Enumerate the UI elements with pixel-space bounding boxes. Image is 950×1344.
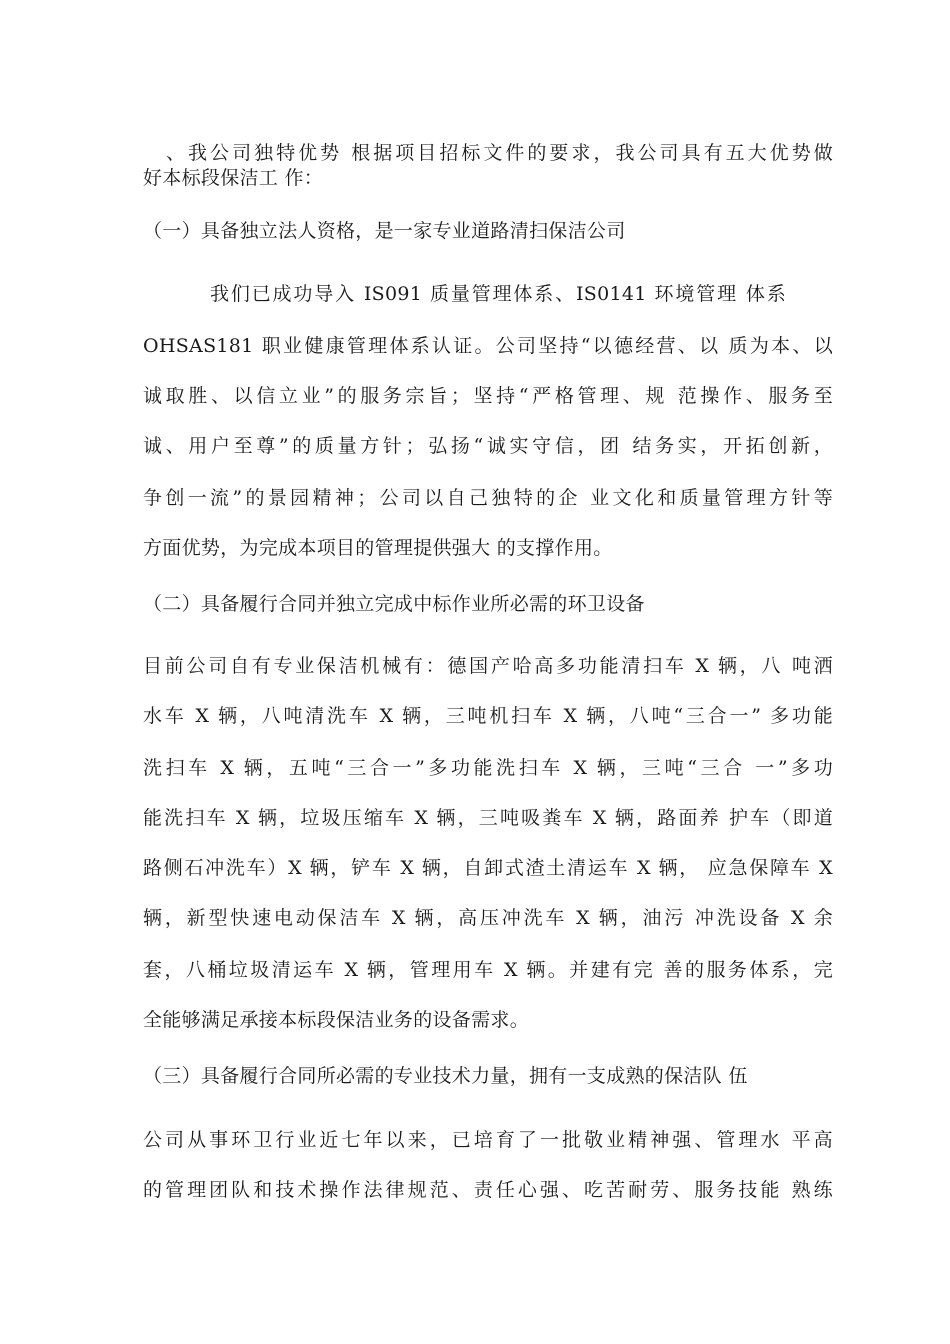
section-1-line-5: 争创一流”的景园精神；公司以自己独特的企 业文化和质量管理方针等 (143, 487, 833, 509)
intro-line-1: 、我公司独特优势 根据项目招标文件的要求，我公司具有五大优势做 (166, 142, 833, 164)
section-1-line-4: 诚、用户至尊”的质量方针；弘扬“诚实守信，团 结务实，开拓创新， (143, 435, 833, 457)
section-2-line-5: 路侧石冲洗车）X 辆，铲车 X 辆，自卸式渣土清运车 X 辆， 应急保障车 X (143, 857, 833, 879)
section-2-line-7: 套，八桶垃圾清运车 X 辆，管理用车 X 辆。并建有完 善的服务体系，完 (143, 959, 833, 981)
section-1-line-6: 方面优势，为完成本项目的管理提供强大 的支撑作用。 (143, 537, 613, 559)
section-2-line-2: 水车 X 辆，八吨清洗车 X 辆，三吨机扫车 X 辆，八吨“三合一” 多功能 (143, 705, 833, 727)
section-2-line-6: 辆，新型快速电动保洁车 X 辆，高压冲洗车 X 辆，油污 冲洗设备 X 余 (143, 907, 833, 929)
section-2-heading: （二）具备履行合同并独立完成中标作业所必需的环卫设备 (143, 593, 645, 615)
section-3-line-1: 公司从事环卫行业近七年以来，已培育了一批敬业精神强、管理水 平高 (143, 1129, 833, 1151)
section-2-line-3: 洗扫车 X 辆，五吨“三合一”多功能洗扫车 X 辆，三吨“三合 一”多功 (143, 757, 833, 779)
section-2-line-4: 能洗扫车 X 辆，垃圾压缩车 X 辆，三吨吸粪车 X 辆，路面养 护车（即道 (143, 807, 833, 829)
section-2-line-1: 目前公司自有专业保洁机械有：德国产哈高多功能清扫车 X 辆，八 吨洒 (143, 655, 833, 677)
section-1-line-1: 我们已成功导入 IS091 质量管理体系、IS0141 环境管理 体系 (210, 283, 786, 305)
section-1-heading: （一）具备独立法人资格，是一家专业道路清扫保洁公司 (143, 220, 626, 242)
section-3-line-2: 的管理团队和技术操作法律规范、责任心强、吃苦耐劳、服务技能 熟练 (143, 1179, 833, 1201)
section-1-line-3: 诚取胜、以信立业”的服务宗旨；坚持“严格管理、规 范操作、服务至 (143, 385, 833, 407)
intro-line-2: 好本标段保洁工 作： (143, 167, 324, 189)
section-2-line-8: 全能够满足承接本标段保洁业务的设备需求。 (143, 1009, 530, 1031)
section-1-line-2: OHSAS181 职业健康管理体系认证。公司坚持“以德经营、以 质为本、以 (143, 335, 833, 357)
section-3-heading: （三）具备履行合同所必需的专业技术力量，拥有一支成熟的保洁队 伍 (143, 1065, 748, 1087)
